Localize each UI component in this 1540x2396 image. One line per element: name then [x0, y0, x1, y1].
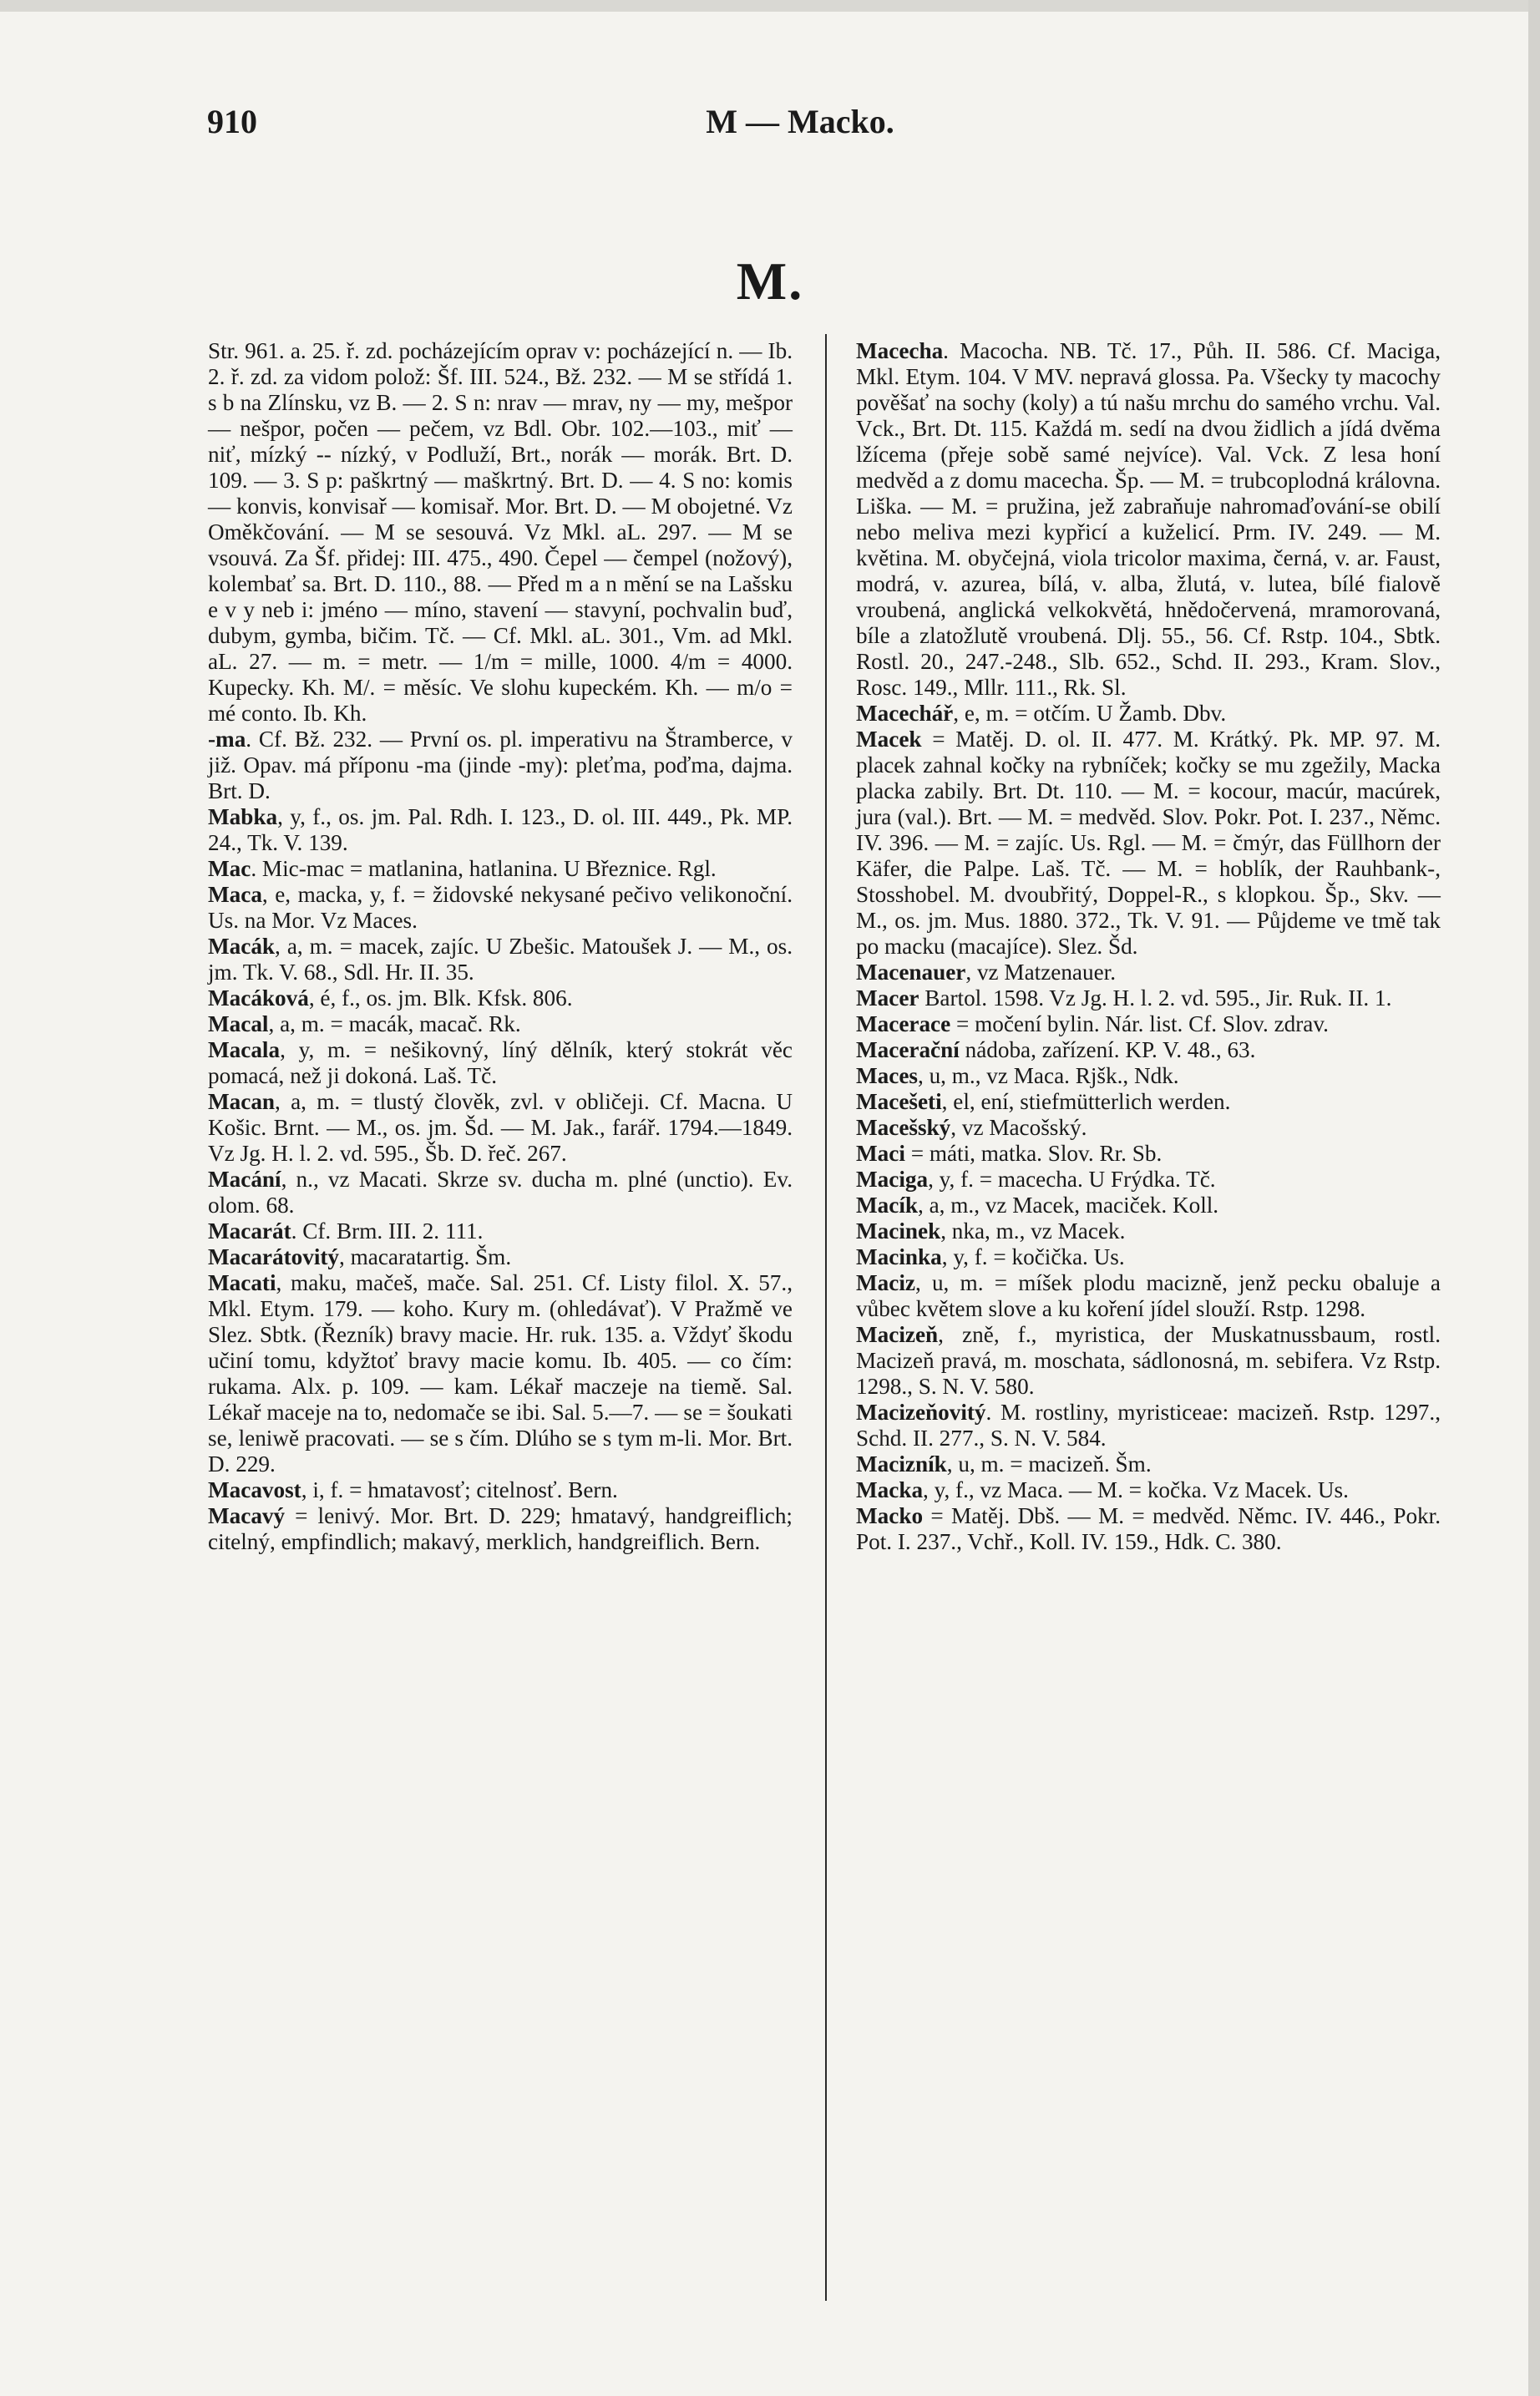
entry: Macešeti, el, ení, stiefmütterlich werden. [856, 1089, 1231, 1114]
headword: Macák [208, 934, 276, 959]
headword: Macizeň [856, 1322, 939, 1347]
entry: Macer Bartol. 1598. Vz Jg. H. l. 2. vd. 595., Jir. Ruk. II. 1. [856, 985, 1392, 1011]
entry: Macinka, y, f. = kočička. Us. [856, 1244, 1125, 1269]
headword: Macerace [856, 1011, 951, 1036]
headword: Macko [856, 1503, 924, 1528]
entry: Macizeň, zně, f., myristica, der Muskatnussbaum, rostl. Macizeň pravá, m. moschata, sádlonosná, m. sebifera. Vz Rstp. 1298., S. N. V. 580. [856, 1322, 1441, 1399]
entry: Macati, maku, mačeš, mače. Sal. 251. Cf. Listy filol. X. 57., Mkl. Etym. 179. — koho. Kury m. (ohledávať). V Pražmě ve Slez. Sbtk. (Řezník) bravy macie. Hr. ruk. 135. a. Vždyť škodu učiní tomu, kdyžtoť bravy macie komu. Ib. 405. — co čím: rukama. Alx. p. 109. — kam. Lékař maczeje na tiemě. Sal. Lékař maceje na to, nedomače se ibi. Sal. 5.—7. — se = šoukati se, leniwě pracovati. — se s čím. Dlúho se s tym m-li. Mor. Brt. D. 229. [208, 1270, 793, 1477]
page-header [207, 102, 1393, 152]
entry: Macík, a, m., vz Macek, maciček. Koll. [856, 1193, 1219, 1218]
headword: Maciz [856, 1270, 915, 1295]
entry: Macání, n., vz Macati. Skrze sv. ducha m. plné (unctio). Ev. olom. 68. [208, 1167, 793, 1218]
headword: Macal [208, 1011, 269, 1036]
entry: Maca, e, macka, y, f. = židovské nekysané pečivo velikonoční. Us. na Mor. Vz Maces. [208, 882, 793, 933]
entry: Macerační nádoba, zařízení. KP. V. 48., 63. [856, 1037, 1256, 1062]
scan-edge-top [0, 0, 1540, 12]
entry: Maciz, u, m. = míšek plodu macizně, jenž pecku obaluje a vůbec květem slove a ku koření jídel slouží. Rstp. 1298. [856, 1270, 1441, 1321]
headword: -ma [208, 727, 246, 752]
headword: Macan [208, 1089, 276, 1114]
headword: Macáková [208, 985, 309, 1011]
headword: Macání [208, 1167, 281, 1192]
entry: Macavost, i, f. = hmatavosť; citelnosť. Bern. [208, 1477, 618, 1502]
headword: Macechář [856, 701, 954, 726]
headword: Macala [208, 1037, 281, 1062]
entry: Macizník, u, m. = macizeň. Šm. [856, 1451, 1152, 1477]
headword: Macinek [856, 1218, 941, 1244]
headword: Macer [856, 985, 919, 1011]
headword: Macešský [856, 1115, 951, 1140]
headword: Macka [856, 1477, 924, 1502]
headword: Macavý [208, 1503, 286, 1528]
entry: Macarátovitý, macaratartig. Šm. [208, 1244, 512, 1269]
entry: Macáková, é, f., os. jm. Blk. Kfsk. 806. [208, 985, 573, 1011]
running-head: M — Macko. [706, 103, 894, 140]
entry: Maces, u, m., vz Maca. Rjšk., Ndk. [856, 1063, 1179, 1088]
entry: Macechář, e, m. = otčím. U Žamb. Dbv. [856, 701, 1227, 726]
entry: Macal, a, m. = macák, macač. Rk. [208, 1011, 521, 1036]
entry: Macka, y, f., vz Maca. — M. = kočka. Vz Macek. Us. [856, 1477, 1349, 1502]
entry: Macerace = močení bylin. Nár. list. Cf. Slov. zdrav. [856, 1011, 1329, 1036]
entry: Macecha. Macocha. NB. Tč. 17., Půh. II. 586. Cf. Maciga, Mkl. Etym. 104. V MV. nepravá glossa. Pa. Všecky ty macochy pověšať na sochy (koly) a tú našu mrchu do samého vrchu. Val. Vck., Brt. Dt. 115. Každá m. sedí na dvou židlich a jídá dvěma lžícema (přeje sobě samé nejvíce). Val. Vck. Z lesa honí medvěd a z domu macecha. Šp. — M. = trubcoplodná královna. Liška. — M. = pružina, jež zabraňuje nahromaďování-se obilí nebo meliva mezi kypřicí a kuželicí. Prm. IV. 249. — M. květina. M. obyčejná, viola tricolor maxima, černá, v. ar. Faust, modrá, v. azurea, bílá, v. alba, žlutá, v. lutea, bílé fialově vroubená, anglická velkokvětá, hnědočervená, mramorovaná, bíle a zlatožlutě vroubená. Dlj. 55., 56. Cf. Rstp. 104., Sbtk. Rostl. 20., 247.-248., Slb. 652., Schd. II. 293., Kram. Slov., Rosc. 149., Mllr. 111., Rk. Sl. [856, 338, 1441, 700]
headword: Macarátovitý [208, 1244, 340, 1269]
headword: Macinka [856, 1244, 942, 1269]
entry: Macák, a, m. = macek, zajíc. U Zbešic. Matoušek J. — M., os. jm. Tk. V. 68., Sdl. Hr. II. 35. [208, 934, 793, 985]
entry: -ma. Cf. Bž. 232. — První os. pl. imperativu na Štramberce, v již. Opav. má příponu -ma (jinde -my): pleťma, poďma, dajma. Brt. D. [208, 727, 793, 803]
entry: Macarát. Cf. Brm. III. 2. 111. [208, 1218, 484, 1244]
headword: Macerační [856, 1037, 960, 1062]
headword: Maca [208, 882, 262, 907]
headword: Macek [856, 727, 922, 752]
entry: Macko = Matěj. Dbš. — M. = medvěd. Němc. IV. 446., Pokr. Pot. I. 237., Vchř., Koll. IV. 159., Hdk. C. 380. [856, 1503, 1441, 1554]
right-column [856, 338, 1441, 1555]
entry: Macala, y, m. = nešikovný, líný dělník, který stokrát věc pomacá, než ji dokoná. Laš. Tč. [208, 1037, 793, 1088]
entry: Maci = máti, matka. Slov. Rr. Sb. [856, 1141, 1163, 1166]
headword: Macizník [856, 1451, 947, 1477]
entry: Mac. Mic-mac = matlanina, hatlanina. U Březnice. Rgl. [208, 856, 717, 881]
entry: Macan, a, m. = tlustý člověk, zvl. v obličeji. Cf. Macna. U Košic. Brnt. — M., os. jm. Šd. — M. Jak., farář. 1794.—1849. Vz Jg. H. l. 2. vd. 595., Šb. D. řeč. 267. [208, 1089, 793, 1166]
entry: Macavý = lenivý. Mor. Brt. D. 229; hmatavý, handgreiflich; citelný, empfindlich; makavý, merklich, handgreiflich. Bern. [208, 1503, 793, 1554]
headword: Macati [208, 1270, 276, 1295]
headword: Macešeti [856, 1089, 942, 1114]
headword: Macarát [208, 1218, 291, 1244]
headword: Macenauer [856, 960, 966, 985]
headword: Mac [208, 856, 251, 881]
column-divider [825, 334, 827, 2301]
entry: Macinek, nka, m., vz Macek. [856, 1218, 1126, 1244]
headword: Macavost [208, 1477, 301, 1502]
entry: Macenauer, vz Matzenauer. [856, 960, 1117, 985]
headword: Macizeňovitý [856, 1400, 986, 1425]
entry: Str. 961. a. 25. ř. zd. pocházejícím oprav v: pocházející n. — Ib. 2. ř. zd. za vidom polož: Šf. III. 524., Bž. 232. — M se střídá 1. s b na Zlínsku, vz B. — 2. S n: nrav — mrav, ny — my, mešpor — nešpor, počen — pečem, vz Bdl. Obr. 102.—103., miť — niť, mízký -- nízký, v Podluží, Brt., norák — morák. Brt. D. 109. — 3. S p: paškrtný — maškrtný. Brt. D. — 4. S no: komis — konvis, konvisař — komisař. Mor. Brt. D. — M obojetné. Vz Oměkčování. — M se sesouvá. Vz Mkl. aL. 297. — M se vsouvá. Za Šf. přidej: III. 475., 490. Čepel — čempel (nožový), kolembať sa. Brt. D. 110., 88. — Před m a n mění se na Lašsku e v y neb i: jméno — míno, stavení — stavyní, pochvalin buď, dubym, gymba, bičim. Tč. — Cf. Mkl. aL. 301., Vm. ad Mkl. aL. 27. — m. = metr. — 1/m = mille, 1000. 4/m = 4000. Kupecky. Kh. M/. = měsíc. Ve slohu kupeckém. Kh. — m/o = mé conto. Ib. Kh. [208, 338, 793, 726]
headword: Maciga [856, 1167, 929, 1192]
entry: Maciga, y, f. = macecha. U Frýdka. Tč. [856, 1167, 1216, 1192]
headword: Macecha [856, 338, 944, 363]
headword: Mabka [208, 804, 278, 829]
entry: Macek = Matěj. D. ol. II. 477. M. Krátký. Pk. MP. 97. M. placek zahnal kočky na rybníček; kočky se mu zgežily, Macka placka zabily. Brt. Dt. 110. — M. = kocour, macúr, macúrek, jura (val.). Brt. — M. = medvěd. Slov. Pokr. Pot. I. 237., Němc. IV. 396. — M. = zajíc. Us. Rgl. — M. = čmýr, das Füllhorn der Käfer, die Palpe. Laš. Tč. — M. = hoblík, der Rauhbank-, Stosshobel. M. dvoubřitý, Doppel-R., s klopkou. Šp., Skv. — M., os. jm. Mus. 1880. 372., Tk. V. 91. — Půjdeme ve tmě tak po macku (macajíce). Slez. Šd. [856, 727, 1441, 959]
page-number: 910 [207, 103, 257, 140]
entry: Macešský, vz Macošský. [856, 1115, 1087, 1140]
entry: Macizeňovitý. M. rostliny, myristiceae: macizeň. Rstp. 1297., Schd. II. 277., S. N. V. 584. [856, 1400, 1441, 1451]
headword: Maci [856, 1141, 905, 1166]
headword: Macík [856, 1193, 918, 1218]
entry: Mabka, y, f., os. jm. Pal. Rdh. I. 123., D. ol. III. 449., Pk. MP. 24., Tk. V. 139. [208, 804, 793, 855]
left-column [208, 338, 793, 1555]
scan-edge-right [1528, 0, 1540, 2396]
letter-section-title: M. [736, 251, 804, 311]
headword: Maces [856, 1063, 918, 1088]
